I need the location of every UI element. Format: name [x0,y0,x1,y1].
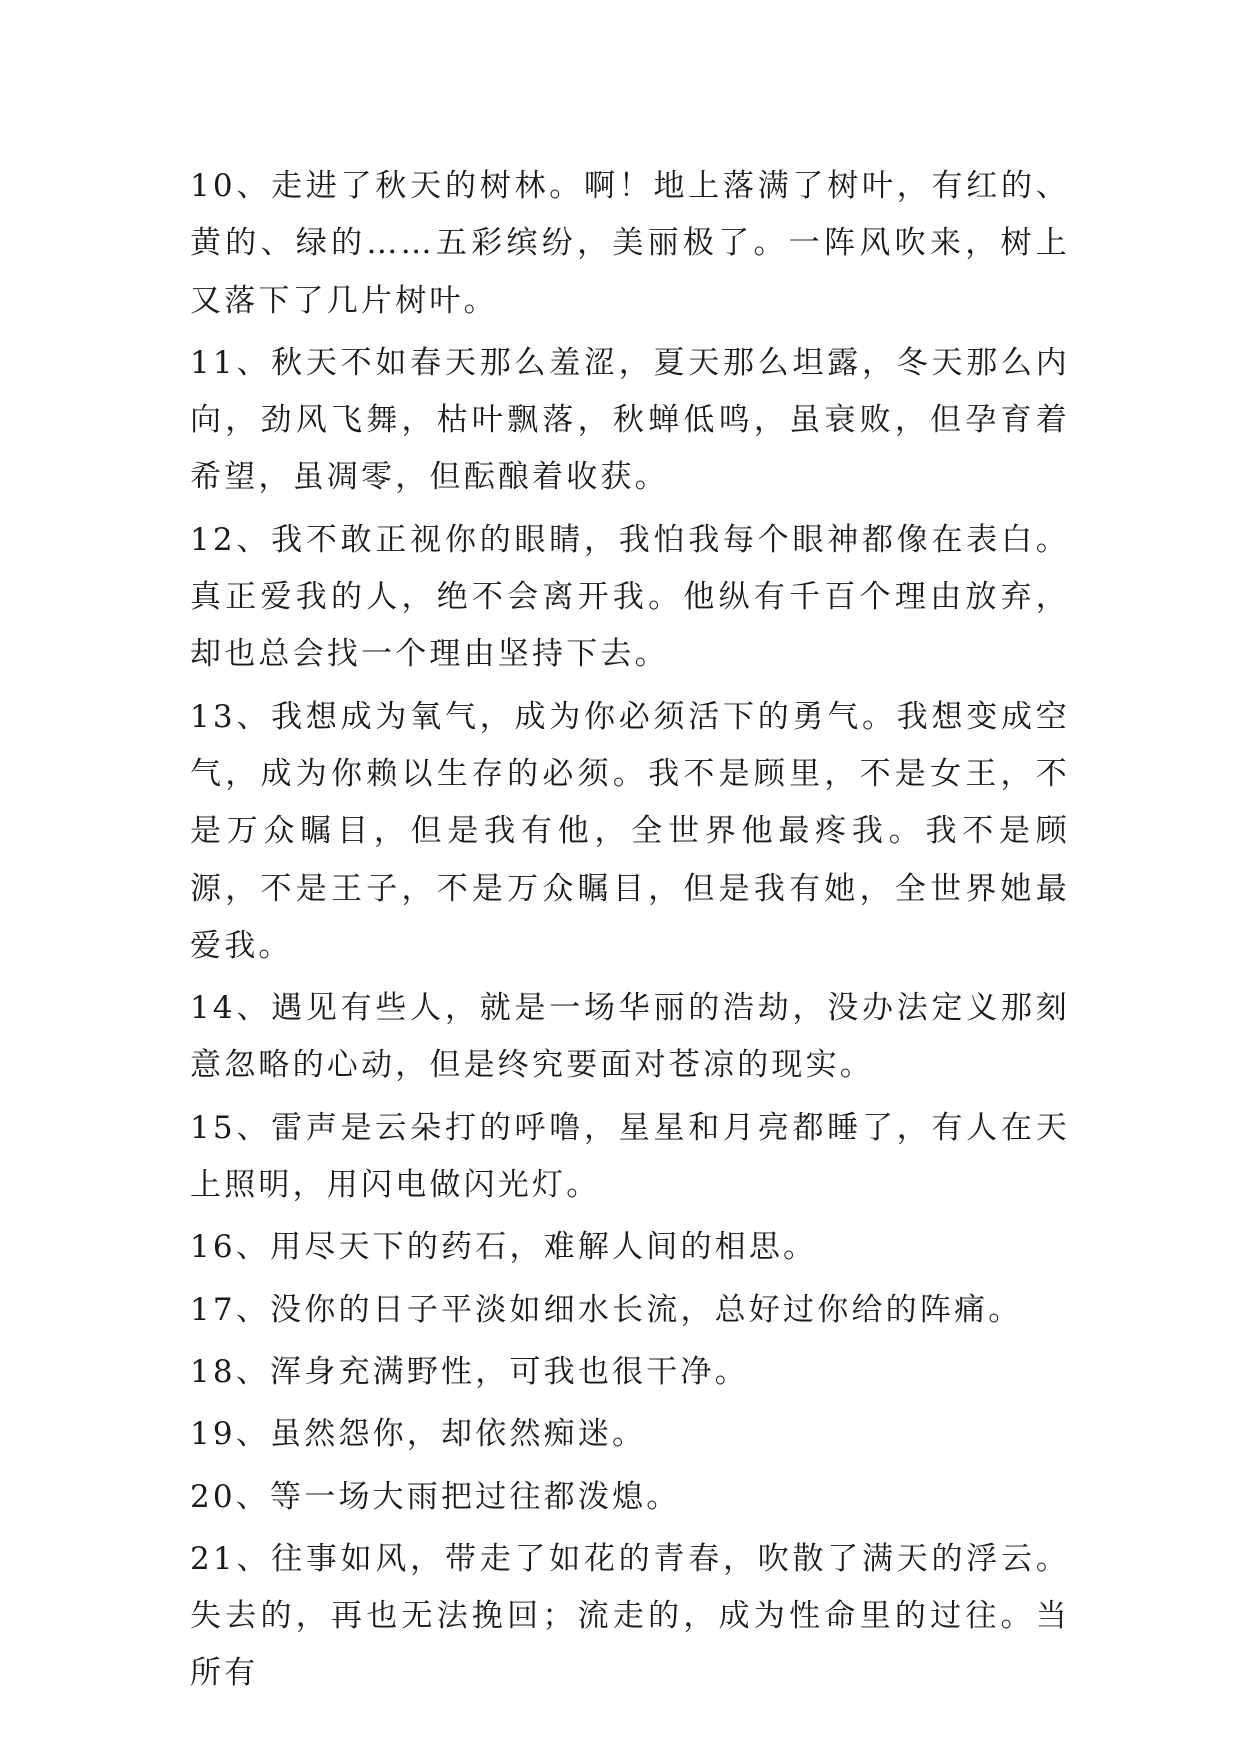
paragraph-19: 19、虽然怨你，却依然痴迷。 [190,1416,647,1453]
paragraph-10: 10、走进了秋天的树林。啊！地上落满了树叶，有红的、黄的、绿的……五彩缤纷，美丽极了。一阵风吹来，树上又落下了几片树叶。 [190,168,1070,319]
paragraph-14: 14、遇见有些人，就是一场华丽的浩劫，没办法定义那刻意忽略的心动，但是终究要面对苍凉的现实。 [190,990,1070,1084]
paragraph-16: 16、用尽天下的药石，难解人间的相思。 [190,1229,818,1266]
paragraph-15: 15、雷声是云朵打的呼噜，星星和月亮都睡了，有人在天上照明，用闪电做闪光灯。 [190,1109,1070,1204]
paragraph-17: 17、没你的日子平淡如细水长流，总好过你给的阵痛。 [190,1291,1023,1328]
paragraph-11: 11、秋天不如春天那么羞涩，夏天那么坦露，冬天那么内向，劲风飞舞，枯叶飘落，秋蝉低鸣，虽衰败，但孕育着希望，虽凋零，但酝酿着收获。 [190,344,1070,496]
document-body [190,158,1070,1708]
paragraph-21: 21、往事如风，带走了如花的青春，吹散了满天的浮云。失去的，再也无法挽回；流走的，成为性命里的过往。当所有 [190,1540,1070,1692]
paragraph-18: 18、浑身充满野性，可我也很干净。 [190,1353,749,1390]
paragraph-20: 20、等一场大雨把过往都泼熄。 [190,1478,681,1515]
paragraph-13: 13、我想成为氧气，成为你必须活下的勇气。我想变成空气，成为你赖以生存的必须。我不是顾里，不是女王，不是万众瞩目，但是我有他，全世界他最疼我。我不是顾源，不是王子，不是万众瞩目，但是我有她，全世界她最爱我。 [190,698,1070,964]
paragraph-12: 12、我不敢正视你的眼睛，我怕我每个眼神都像在表白。真正爱我的人，绝不会离开我。他纵有千百个理由放弃，却也总会找一个理由坚持下去。 [190,521,1070,673]
